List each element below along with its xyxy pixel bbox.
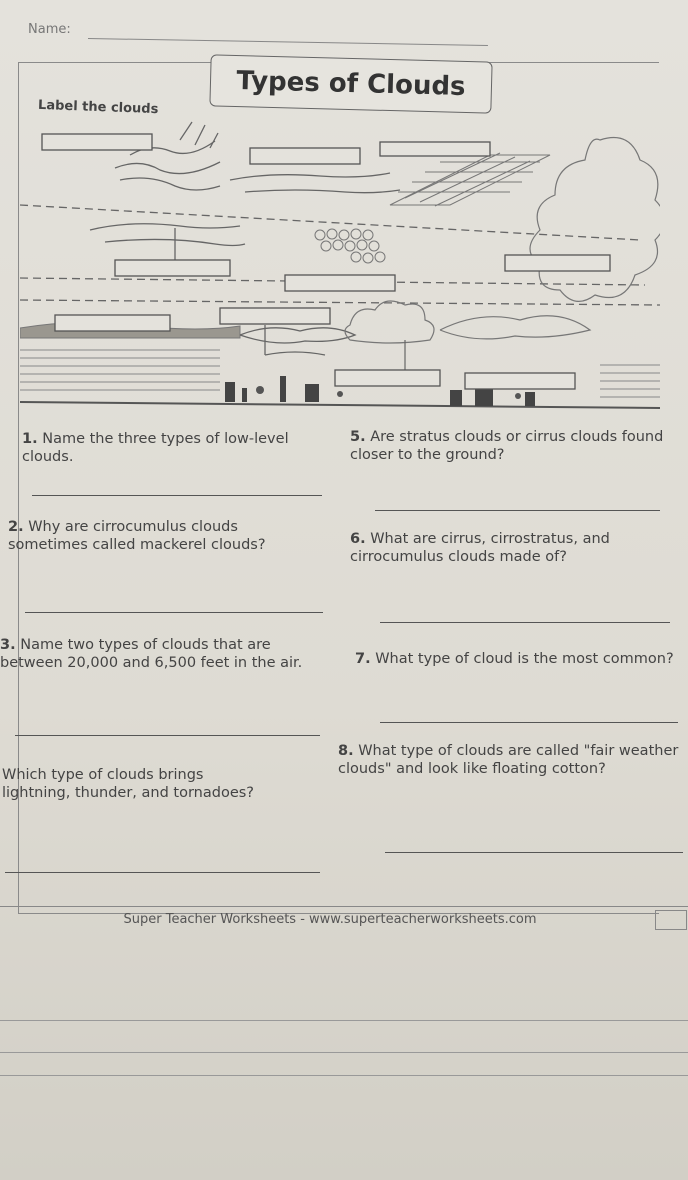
answer-line-2[interactable]	[25, 612, 323, 613]
altitude-divider-high	[20, 205, 640, 240]
worksheet-title: Types of Clouds	[209, 54, 492, 113]
label-box-stratocumulus	[220, 308, 330, 324]
question-1: 1. Name the three types of low-level clouds.	[22, 431, 289, 465]
answer-line-3[interactable]	[15, 735, 320, 736]
label-box-altocumulus	[285, 275, 395, 291]
answer-line-6[interactable]	[380, 622, 670, 623]
stratus-cloud-drawing	[440, 316, 590, 339]
question-2: 2. Why are cirrocumulus clouds sometimes called mackerel clouds?	[8, 519, 266, 553]
label-box-cirrocumulus	[380, 142, 490, 156]
page-marker	[655, 910, 687, 930]
question-8: 8. What type of clouds are called "fair weather clouds" and look like floating cotton?	[338, 743, 679, 777]
nimbostratus-cloud-drawing	[20, 322, 240, 390]
cloud-diagram	[20, 110, 660, 420]
lower-divider-1	[0, 1020, 688, 1021]
question-7: 7. What type of cloud is the most common?	[355, 651, 674, 667]
answer-line-5[interactable]	[375, 510, 660, 511]
cumulonimbus-cloud-drawing	[530, 138, 660, 302]
answer-line-8[interactable]	[385, 852, 683, 853]
answer-line-4[interactable]	[5, 872, 320, 873]
label-box-cumulonimbus	[505, 255, 610, 271]
label-box-cirrostratus	[250, 148, 360, 164]
answer-line-7[interactable]	[380, 722, 678, 723]
ground-line	[20, 402, 660, 408]
lower-divider-3	[0, 1075, 688, 1076]
cirrostratus-cloud-drawing	[230, 173, 400, 193]
label-box-nimbostratus	[55, 315, 170, 331]
label-box-cumulus	[335, 370, 440, 386]
cirrocumulus-cloud-drawing	[390, 153, 550, 206]
altitude-divider-low	[20, 300, 660, 305]
altostratus-cloud-drawing	[90, 224, 245, 260]
footer-credit: Super Teacher Worksheets - www.superteacherworksheets.com	[123, 912, 537, 927]
question-3: 3. Name two types of clouds that are between 20,000 and 6,500 feet in the air.	[0, 637, 303, 671]
label-box-cirrus	[42, 134, 152, 150]
question-6: 6. What are cirrus, cirrostratus, and cirrocumulus clouds made of?	[350, 531, 610, 565]
label-box-stratus	[465, 373, 575, 389]
stratocumulus-cloud-drawing	[240, 325, 355, 355]
footer-divider	[0, 906, 688, 907]
question-4: Which type of clouds brings lightning, thunder, and tornadoes?	[2, 767, 255, 801]
cirrus-cloud-drawing	[115, 122, 220, 190]
cumulus-cloud-drawing	[345, 301, 434, 343]
lower-divider-2	[0, 1052, 688, 1053]
answer-line-1[interactable]	[32, 495, 322, 496]
name-label: Name:	[28, 22, 71, 37]
diagram-instruction: Label the clouds	[37, 97, 159, 118]
label-box-altostratus	[115, 260, 230, 276]
altocumulus-cloud-drawing	[315, 229, 385, 263]
question-5: 5. Are stratus clouds or cirrus clouds found closer to the ground?	[350, 429, 664, 463]
